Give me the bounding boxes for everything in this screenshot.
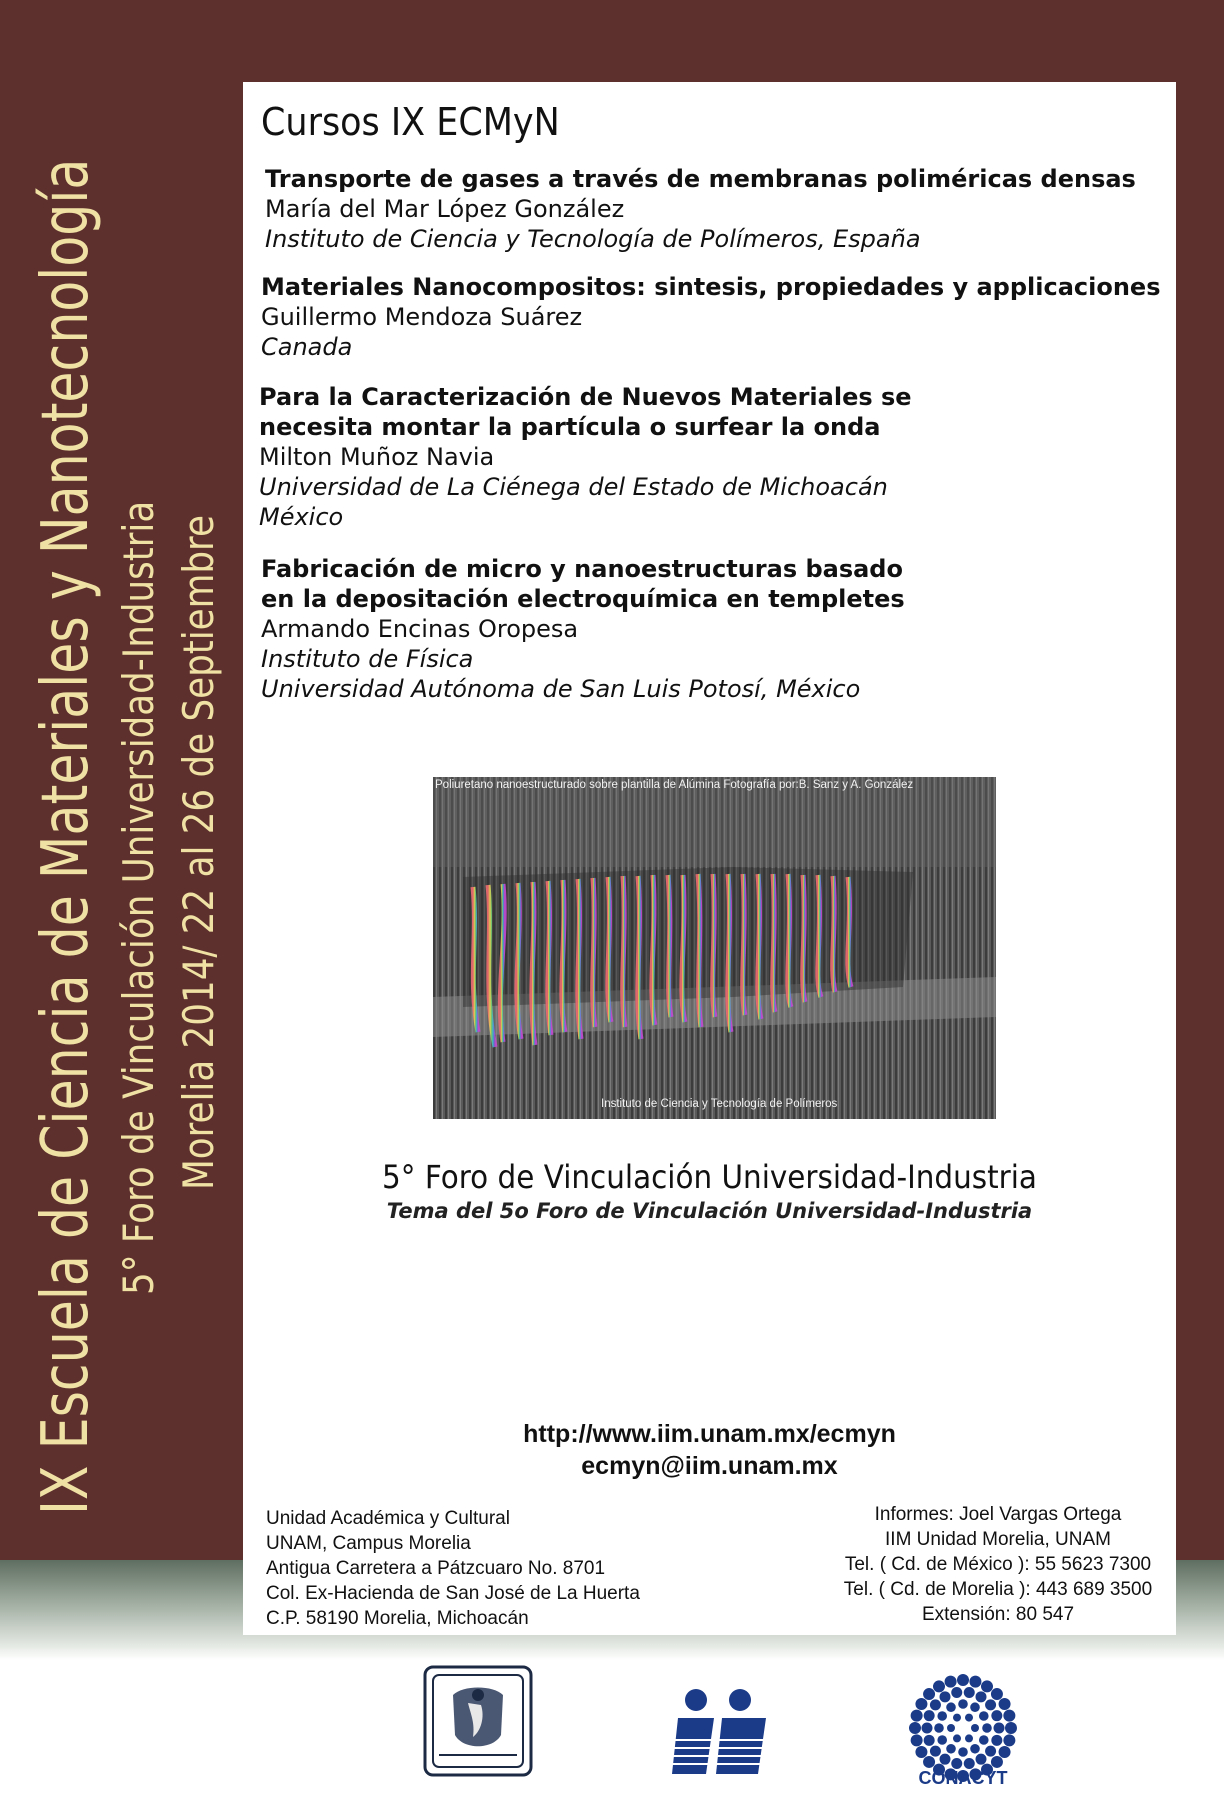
conacyt-dot bbox=[923, 1688, 935, 1700]
conacyt-dot bbox=[940, 1691, 951, 1702]
conacyt-dot bbox=[930, 1699, 941, 1710]
conacyt-dot bbox=[985, 1746, 996, 1757]
conacyt-dot bbox=[945, 1676, 957, 1688]
course-affiliation: Universidad Autónoma de San Luis Potosí, México bbox=[261, 675, 861, 703]
conacyt-dot bbox=[994, 1723, 1005, 1734]
vertical-title-block bbox=[0, 0, 240, 1560]
course-affiliation: Instituto de Ciencia y Tecnología de Polímeros, España bbox=[265, 225, 921, 253]
info-block bbox=[818, 1502, 1178, 1627]
info-line: Tel. ( Cd. de México ): 55 5623 7300 bbox=[844, 1554, 1152, 1575]
course-instructor: Milton Muñoz Navia bbox=[259, 443, 495, 471]
info-line: Tel. ( Cd. de Morelia ): 443 689 3500 bbox=[843, 1579, 1153, 1600]
conacyt-dot bbox=[981, 1680, 993, 1692]
course-title: Fabricación de micro y nanoestructuras basado en la depositación electroquímica en templetes bbox=[261, 555, 905, 613]
conacyt-dot bbox=[953, 1734, 961, 1742]
school-title: IX Escuela de Ciencia de Materiales y Nanotecnología bbox=[29, 158, 103, 1516]
forum-title: 5° Foro de Vinculación Universidad-Industria bbox=[382, 1158, 1037, 1196]
course-title: Transporte de gases a través de membranas poliméricas densas bbox=[265, 165, 1136, 193]
address-line: Unidad Académica y Cultural bbox=[266, 1508, 510, 1529]
conacyt-dot bbox=[979, 1735, 989, 1745]
unam-crest-icon bbox=[423, 1665, 533, 1777]
conacyt-dot bbox=[991, 1735, 1002, 1746]
page-title: Cursos IX ECMyN bbox=[261, 100, 560, 144]
conacyt-dot bbox=[923, 1756, 935, 1768]
conacyt-dot bbox=[924, 1710, 935, 1721]
conacyt-dot bbox=[970, 1744, 980, 1754]
conacyt-dot bbox=[982, 1723, 992, 1733]
conacyt-dot bbox=[958, 1699, 968, 1709]
conacyt-dot bbox=[930, 1746, 941, 1757]
conacyt-dot bbox=[969, 1676, 981, 1688]
website-link[interactable]: http://www.iim.unam.mx/ecmyn bbox=[523, 1420, 896, 1448]
conacyt-dot bbox=[958, 1747, 968, 1757]
conacyt-dot bbox=[976, 1754, 987, 1765]
course-item bbox=[261, 554, 941, 704]
forum-subtitle: Tema del 5o Foro de Vinculación Universidad-Industria bbox=[386, 1199, 1033, 1223]
conacyt-dot bbox=[991, 1710, 1002, 1721]
course-item bbox=[265, 164, 1165, 254]
conacyt-dot bbox=[911, 1710, 923, 1722]
course-instructor: Armando Encinas Oropesa bbox=[261, 615, 579, 643]
address-line: Antigua Carretera a Pátzcuaro No. 8701 bbox=[266, 1558, 606, 1579]
iim-logo-icon bbox=[672, 1688, 772, 1776]
conacyt-dot bbox=[1005, 1722, 1017, 1734]
conacyt-dot bbox=[985, 1699, 996, 1710]
conacyt-dot bbox=[940, 1754, 951, 1765]
conacyt-dot bbox=[976, 1691, 987, 1702]
address-block bbox=[266, 1506, 640, 1631]
conacyt-dot bbox=[934, 1723, 944, 1733]
conacyt-dot bbox=[999, 1698, 1011, 1710]
conacyt-dot bbox=[909, 1722, 921, 1734]
image-caption-bottom: Instituto de Ciencia y Tecnología de Polímeros bbox=[601, 1098, 838, 1110]
info-line: Extensión: 80 547 bbox=[921, 1604, 1075, 1625]
conacyt-dot bbox=[964, 1687, 975, 1698]
course-item bbox=[261, 272, 1161, 362]
conacyt-dot bbox=[965, 1714, 973, 1722]
conacyt-dot bbox=[933, 1680, 945, 1692]
course-affiliation: México bbox=[259, 503, 344, 531]
conacyt-dot bbox=[911, 1734, 923, 1746]
conacyt-dot bbox=[946, 1744, 956, 1754]
info-line: Informes: Joel Vargas Ortega bbox=[874, 1504, 1122, 1525]
micrograph-illustration bbox=[433, 777, 996, 1119]
conacyt-dot bbox=[957, 1674, 969, 1686]
info-line: IIM Unidad Morelia, UNAM bbox=[885, 1529, 1111, 1550]
conacyt-dot bbox=[965, 1734, 973, 1742]
conacyt-dot bbox=[947, 1724, 955, 1732]
conacyt-dot bbox=[971, 1724, 979, 1732]
conacyt-dot bbox=[953, 1714, 961, 1722]
conacyt-dot bbox=[951, 1687, 962, 1698]
course-item bbox=[259, 382, 979, 532]
course-instructor: María del Mar López González bbox=[265, 195, 625, 223]
email-link[interactable]: ecmyn@iim.unam.mx bbox=[581, 1452, 838, 1480]
course-title: Materiales Nanocompositos: sintesis, propiedades y applicaciones bbox=[261, 273, 1161, 301]
address-line: Col. Ex-Hacienda de San José de La Huerta bbox=[266, 1583, 640, 1604]
conacyt-dot bbox=[1003, 1710, 1015, 1722]
conacyt-dot bbox=[991, 1688, 1003, 1700]
conacyt-dot bbox=[999, 1746, 1011, 1758]
content-panel bbox=[243, 82, 1176, 1635]
conacyt-dot bbox=[946, 1702, 956, 1712]
sem-micrograph bbox=[433, 777, 996, 1119]
conacyt-dot bbox=[937, 1711, 947, 1721]
conacyt-dot bbox=[937, 1735, 947, 1745]
address-line: C.P. 58190 Morelia, Michoacán bbox=[266, 1608, 529, 1629]
conacyt-dot bbox=[915, 1698, 927, 1710]
event-dates: Morelia 2014/ 22 al 26 de Septiembre bbox=[174, 515, 223, 1190]
course-title: Para la Caracterización de Nuevos Materiales se necesita montar la partícula o surfear la onda bbox=[259, 383, 912, 441]
conacyt-dot bbox=[991, 1756, 1003, 1768]
conacyt-label: CONACYT bbox=[918, 1768, 1008, 1788]
image-caption-top: Poliuretano nanoestructurado sobre plantilla de Alúmina Fotografía por:B. Sanz y A. González bbox=[435, 779, 914, 791]
course-affiliation: Canada bbox=[261, 333, 353, 361]
course-affiliation: Instituto de Física bbox=[261, 645, 474, 673]
conacyt-dot bbox=[924, 1735, 935, 1746]
conacyt-dot bbox=[979, 1711, 989, 1721]
conacyt-dot bbox=[970, 1702, 980, 1712]
conacyt-dot bbox=[1003, 1734, 1015, 1746]
conacyt-dot bbox=[922, 1723, 933, 1734]
address-line: UNAM, Campus Morelia bbox=[266, 1533, 471, 1554]
course-instructor: Guillermo Mendoza Suárez bbox=[261, 303, 583, 331]
course-affiliation: Universidad de La Ciénega del Estado de Michoacán bbox=[259, 473, 888, 501]
forum-vertical-title: 5° Foro de Vinculación Universidad-Industria bbox=[114, 500, 163, 1295]
conacyt-dot bbox=[915, 1746, 927, 1758]
